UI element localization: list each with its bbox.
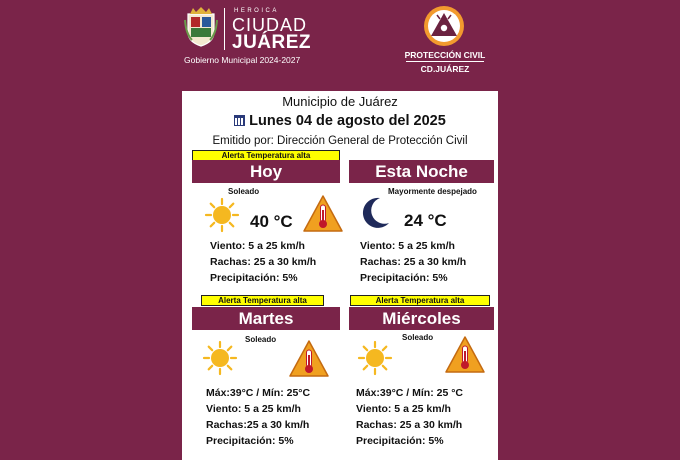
sun-icon — [204, 197, 240, 233]
calendar-icon — [234, 115, 245, 126]
sun-icon — [202, 340, 238, 376]
logo-ciudad: CIUDAD — [232, 15, 308, 35]
panel-title-miercoles: Miércoles — [349, 307, 494, 330]
temperature-hoy: 40 °C — [250, 212, 293, 231]
precipitacion-esta-noche: Precipitación: 5% — [360, 272, 448, 284]
header — [0, 0, 680, 90]
precipitacion-miercoles: Precipitación: 5% — [356, 435, 444, 447]
alert-badge-martes: Alerta Temperatura alta — [201, 295, 324, 306]
rachas-hoy: Rachas: 25 a 30 km/h — [210, 256, 317, 268]
alert-badge-hoy: Alerta Temperatura alta — [192, 150, 340, 161]
proteccion-civil-logo — [400, 4, 490, 74]
civil-protection-emblem-icon — [422, 4, 466, 48]
precipitacion-martes: Precipitación: 5% — [206, 435, 294, 447]
alert-badge-miercoles: Alerta Temperatura alta — [350, 295, 490, 306]
rachas-miercoles: Rachas: 25 a 30 km/h — [356, 419, 463, 431]
viento-miercoles: Viento: 5 a 25 km/h — [356, 403, 451, 415]
coat-of-arms-icon — [184, 6, 218, 48]
condition-esta-noche: Mayormente despejado — [388, 187, 477, 196]
condition-martes: Soleado — [245, 335, 277, 344]
viento-hoy: Viento: 5 a 25 km/h — [210, 240, 305, 252]
panel-title-martes: Martes — [192, 307, 340, 330]
temperature-esta-noche: 24 °C — [404, 211, 447, 230]
sun-icon — [357, 340, 393, 376]
heat-warning-icon — [444, 335, 486, 375]
rachas-martes: Rachas:25 a 30 km/h — [206, 419, 310, 431]
heat-warning-icon — [302, 194, 344, 234]
date-text: Lunes 04 de agosto del 2025 — [249, 113, 446, 129]
logo-cd-juarez: CD.JUÁREZ — [420, 64, 470, 74]
heat-warning-icon — [288, 339, 330, 379]
maxmin-miercoles: Máx:39°C / Mín: 25 °C — [356, 387, 464, 399]
panel-title-esta-noche: Esta Noche — [349, 160, 494, 183]
logo-gobierno: Gobierno Municipal 2024-2027 — [184, 55, 301, 65]
logo-proteccion-civil: PROTECCIÓN CIVIL — [404, 50, 486, 60]
logo-divider — [224, 8, 225, 50]
municipio-title: Municipio de Juárez — [282, 94, 398, 109]
panel-title-hoy: Hoy — [192, 160, 340, 183]
condition-miercoles: Soleado — [402, 333, 434, 342]
bulletin-date — [182, 113, 498, 129]
viento-esta-noche: Viento: 5 a 25 km/h — [360, 240, 455, 252]
forecast-card — [182, 91, 498, 460]
rachas-esta-noche: Rachas: 25 a 30 km/h — [360, 256, 467, 268]
ciudad-juarez-logo — [184, 6, 314, 66]
moon-icon — [358, 195, 392, 231]
logo-rule — [406, 61, 484, 62]
precipitacion-hoy: Precipitación: 5% — [210, 272, 298, 284]
logo-heroica: HEROICA — [234, 8, 279, 14]
viento-martes: Viento: 5 a 25 km/h — [206, 403, 301, 415]
logo-juarez: JUÁREZ — [232, 32, 312, 53]
condition-hoy: Soleado — [228, 187, 260, 196]
maxmin-martes: Máx:39°C / Mín: 25°C — [206, 387, 311, 399]
emitido-por: Emitido por: Dirección General de Protección Civil — [212, 135, 468, 147]
